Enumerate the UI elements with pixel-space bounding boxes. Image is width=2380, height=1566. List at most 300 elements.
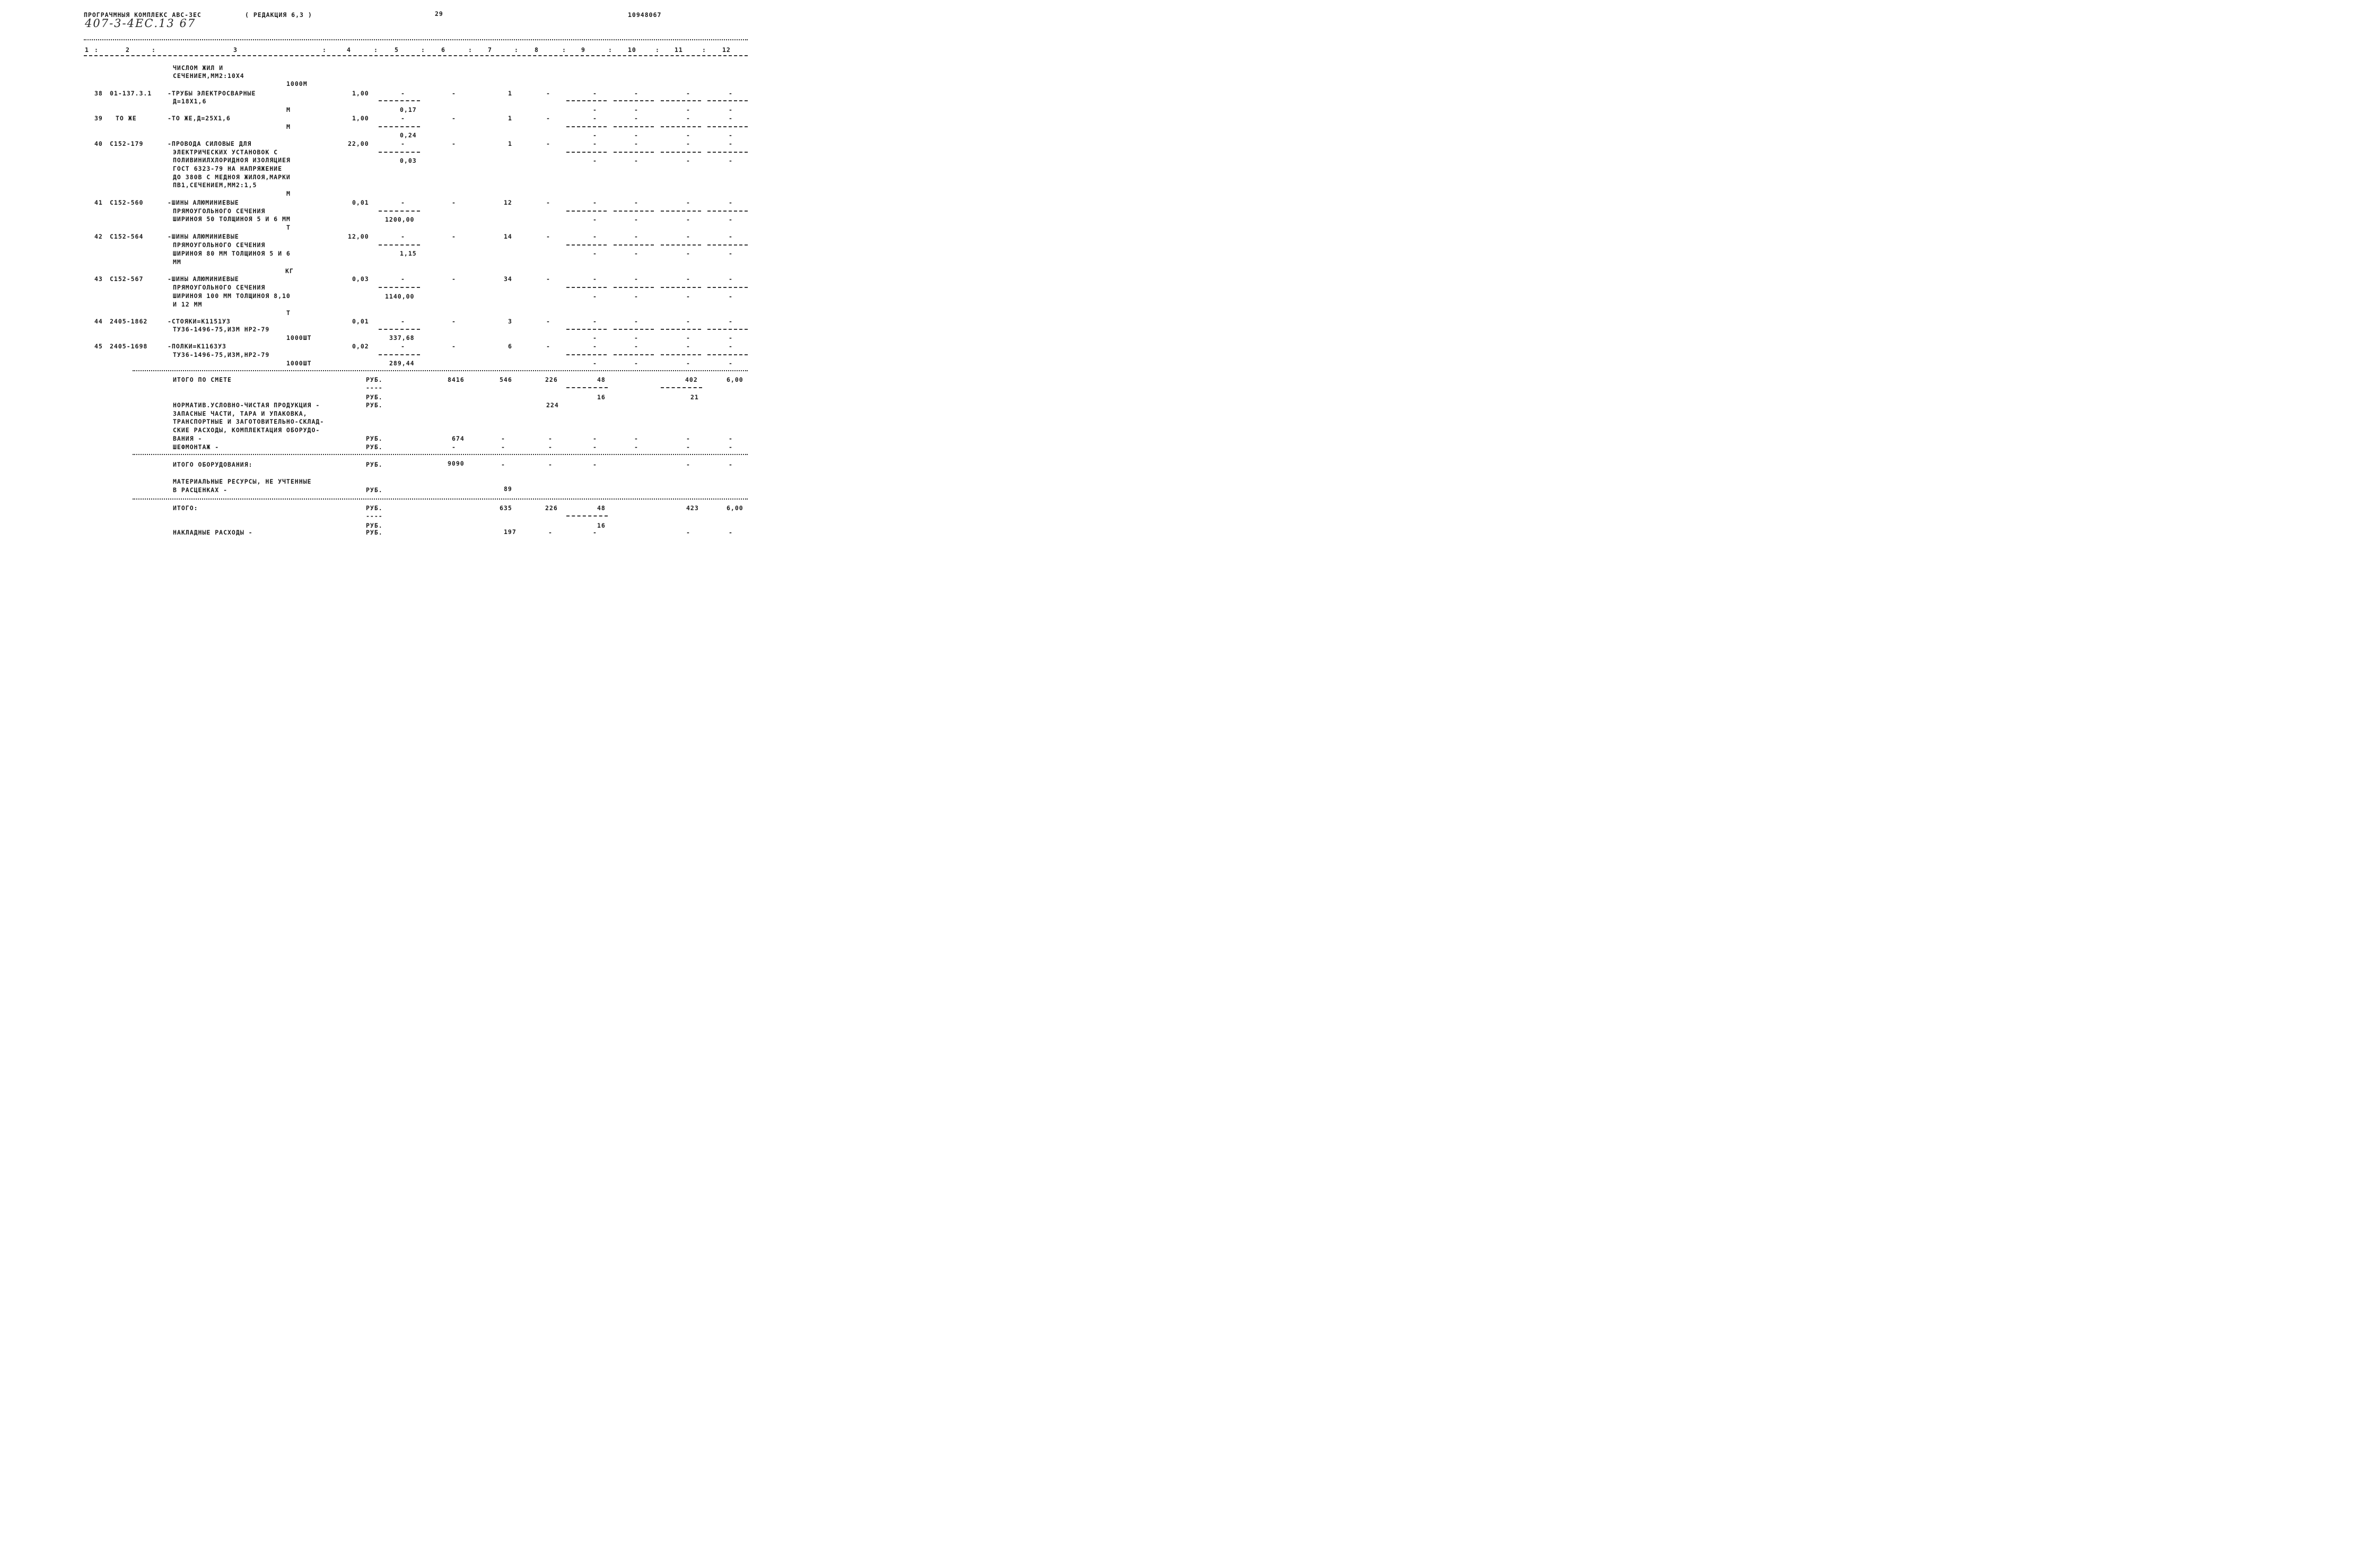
row-price-top: - (401, 343, 405, 350)
cell-rule (661, 126, 701, 127)
cell-dash: - (729, 435, 733, 442)
cell-dash: - (729, 318, 733, 325)
total-c8: 226 (545, 376, 558, 383)
col-sep: : (322, 46, 327, 54)
cell-rule (614, 354, 654, 355)
row-unit: Т (286, 309, 291, 317)
row-code: С152-564 (110, 233, 144, 240)
cell-rule (566, 329, 607, 330)
row-description: ДО 380В С МЕДНОЯ ЖИЛОЯ,МАРКИ (173, 173, 291, 181)
currency-rule: ---- (366, 512, 383, 520)
cell-dash: - (729, 199, 733, 206)
col-header-11: 11 (675, 46, 683, 54)
cell-rule (707, 100, 748, 101)
total-c9: 48 (597, 376, 606, 383)
cell-rule (707, 329, 748, 330)
row-description: -ШИНЫ АЛЮМИНИЕВЫЕ (168, 199, 239, 206)
cell-rule (707, 287, 748, 288)
cell-dash: - (729, 233, 733, 240)
col-sep: : (152, 46, 156, 54)
row-description: ТУ36-1496-75,ИЗМ НР2-79 (173, 326, 270, 333)
row-description: ПРЯМОУГОЛЬНОГО СЕЧЕНИЯ (173, 284, 266, 291)
cell-dash: - (593, 343, 597, 350)
row-unit: М (286, 190, 291, 197)
cell-dash: - (452, 443, 456, 451)
row-c8: - (546, 233, 550, 240)
normative-c8: 224 (546, 401, 559, 409)
row-c7: 34 (504, 275, 512, 283)
row-number: 45 (94, 343, 103, 350)
col-header-1: 1 (85, 46, 89, 54)
cell-dash: - (634, 334, 638, 342)
row-price-top: - (401, 115, 405, 122)
row-description: ТУ36-1496-75,ИЗМ,НР2-79 (173, 351, 270, 358)
cell-rule (614, 126, 654, 127)
col-sep: : (468, 46, 472, 54)
total-c12: 6,00 (727, 376, 743, 383)
cell-dash: - (686, 529, 690, 536)
cell-dash: - (729, 443, 733, 451)
materials-label: МАТЕРИАЛЬНЫЕ РЕСУРСЫ, НЕ УЧТЕННЫЕ (173, 478, 312, 485)
total-c6: 8416 (448, 376, 465, 383)
cell-dash: - (634, 318, 638, 325)
spare-parts-c6: 674 (452, 435, 465, 442)
itogo-c12: 6,00 (727, 504, 743, 512)
row-description: ПОЛИВИНИЛХЛОРИДНОЯ ИЗОЛЯЦИЕЯ (173, 156, 291, 164)
col-sep: : (514, 46, 519, 54)
col-sep: : (655, 46, 660, 54)
cell-dash: - (686, 90, 690, 97)
cell-dash: - (729, 293, 733, 300)
cell-dash: - (686, 343, 690, 350)
currency-rule: ---- (366, 384, 383, 391)
row-description: ПРЯМОУГОЛЬНОГО СЕЧЕНИЯ (173, 207, 266, 215)
total-estimate-label: ИТОГО ПО СМЕТЕ (173, 376, 232, 383)
col-header-9: 9 (581, 46, 585, 54)
cell-rule (379, 211, 420, 212)
row-number: 41 (94, 199, 103, 206)
header-rule-top (84, 39, 748, 40)
row-quantity: 1,00 (352, 90, 369, 97)
cell-dash: - (593, 360, 597, 367)
row-description: ШИРИНОЯ 80 ММ ТОЛЩИНОЯ 5 И 6 (173, 250, 291, 257)
carry-line: ЧИСЛОМ ЖИЛ И (173, 64, 224, 72)
cell-dash: - (729, 90, 733, 97)
cell-dash: - (548, 461, 553, 468)
cell-rule (379, 329, 420, 330)
carry-unit: 1000М (286, 80, 308, 88)
cell-dash: - (729, 529, 733, 536)
itogo-c8: 226 (545, 504, 558, 512)
col-header-12: 12 (722, 46, 731, 54)
cell-dash: - (593, 115, 597, 122)
row-description: -ШИНЫ АЛЮМИНИЕВЫЕ (168, 233, 239, 240)
spare-parts-label: ТРАНСПОРТНЫЕ И ЗАГОТОВИТЕЛЬНО-СКЛАД- (173, 418, 325, 425)
cell-rule (707, 354, 748, 355)
row-c6: - (452, 115, 456, 122)
spare-parts-label: ВАНИЯ - (173, 435, 203, 442)
cell-rule (379, 244, 420, 246)
itogo-c9: 48 (597, 504, 606, 512)
cell-dash: - (593, 106, 597, 113)
row-unit: 1000ШТ (286, 334, 312, 342)
document-number: 10948067 (628, 11, 662, 19)
cell-dash: - (634, 140, 638, 147)
row-price: 337,68 (389, 334, 415, 342)
row-c8: - (546, 140, 550, 147)
row-c8: - (546, 90, 550, 97)
cell-rule (614, 244, 654, 246)
cell-dash: - (686, 443, 690, 451)
normative-label: НОРМАТИВ.УСЛОВНО-ЧИСТАЯ ПРОДУКЦИЯ - (173, 401, 320, 409)
estimate-page (0, 0, 832, 547)
itogo-label: ИТОГО: (173, 504, 198, 512)
cell-dash: - (634, 157, 638, 164)
row-c6: - (452, 90, 456, 97)
spare-parts-label: ЗАПАСНЫЕ ЧАСТИ, ТАРА И УПАКОВКА, (173, 410, 308, 417)
cell-rule (566, 152, 607, 153)
cell-dash: - (634, 115, 638, 122)
row-price-top: - (401, 318, 405, 325)
totals-rule (133, 370, 748, 371)
currency-label: РУБ. (366, 435, 383, 442)
row-price-top: - (401, 199, 405, 206)
col-sep: : (702, 46, 706, 54)
overhead-label: НАКЛАДНЫЕ РАСХОДЫ - (173, 529, 253, 536)
row-unit: Т (286, 224, 291, 231)
cell-dash: - (501, 443, 505, 451)
row-quantity: 0,01 (352, 318, 369, 325)
row-price: 289,44 (389, 360, 415, 367)
row-description: И 12 ММ (173, 301, 203, 308)
cell-rule (614, 100, 654, 101)
row-unit: М (286, 123, 291, 130)
handwritten-project-code: 407-3-4ЕС.13 67 (85, 17, 196, 30)
cell-dash: - (686, 157, 690, 164)
cell-dash: - (729, 157, 733, 164)
cell-dash: - (686, 293, 690, 300)
cell-dash: - (593, 275, 597, 283)
row-description: -ТРУБЫ ЭЛЕКТРОСВАРНЫЕ (168, 90, 256, 97)
cell-rule (661, 244, 701, 246)
cell-dash: - (686, 106, 690, 113)
currency-label: РУБ. (366, 376, 383, 383)
row-price: 0,03 (400, 157, 417, 164)
col-header-10: 10 (628, 46, 636, 54)
cell-rule (566, 387, 608, 388)
row-quantity: 1,00 (352, 115, 369, 122)
row-description: ШИРИНОЯ 100 ММ ТОЛЩИНОЯ 8,10 (173, 292, 291, 300)
cell-dash: - (729, 216, 733, 223)
cell-rule (707, 126, 748, 127)
row-c7: 14 (504, 233, 512, 240)
cell-dash: - (729, 132, 733, 139)
row-quantity: 22,00 (348, 140, 369, 147)
cell-dash: - (548, 435, 553, 442)
col-header-8: 8 (535, 46, 539, 54)
cell-dash: - (634, 199, 638, 206)
currency-label: РУБ. (366, 504, 383, 512)
cell-dash: - (729, 106, 733, 113)
cell-dash: - (729, 343, 733, 350)
row-code: ТО ЖЕ (116, 115, 137, 122)
cell-rule (661, 387, 702, 388)
cell-dash: - (634, 360, 638, 367)
total-c7: 546 (500, 376, 512, 383)
equipment-total-c6: 9090 (448, 460, 465, 467)
row-c7: 1 (508, 90, 512, 97)
cell-dash: - (593, 250, 597, 257)
cell-rule (379, 126, 420, 127)
cell-dash: - (686, 461, 690, 468)
row-quantity: 0,03 (352, 275, 369, 283)
row-c6: - (452, 199, 456, 206)
row-c7: 3 (508, 318, 512, 325)
itogo-c9-sub: 16 (597, 522, 606, 529)
row-number: 44 (94, 318, 103, 325)
cell-rule (614, 152, 654, 153)
cell-rule (614, 211, 654, 212)
col-header-4: 4 (347, 46, 351, 54)
cell-dash: - (593, 435, 597, 442)
row-description: -СТОЯКИ=К1151УЗ (168, 318, 231, 325)
cell-dash: - (501, 435, 505, 442)
cell-rule (661, 100, 701, 101)
col-sep: : (608, 46, 612, 54)
cell-dash: - (593, 233, 597, 240)
row-c8: - (546, 115, 550, 122)
cell-rule (379, 152, 420, 153)
cell-dash: - (593, 293, 597, 300)
cell-rule (614, 329, 654, 330)
currency-label: РУБ. (366, 393, 383, 401)
row-description: ШИРИНОЯ 50 ТОЛЩИНОЯ 5 И 6 ММ (173, 215, 291, 223)
row-description: Д=18Х1,6 (173, 98, 207, 105)
cell-dash: - (634, 250, 638, 257)
row-quantity: 0,01 (352, 199, 369, 206)
row-unit: КГ (285, 267, 294, 275)
cell-rule (661, 287, 701, 288)
row-c8: - (546, 318, 550, 325)
total-c11: 402 (685, 376, 698, 383)
cell-dash: - (634, 443, 638, 451)
row-price: 1,15 (400, 250, 417, 257)
cell-dash: - (686, 140, 690, 147)
row-unit: М (286, 106, 291, 113)
cell-dash: - (686, 360, 690, 367)
row-price: 0,24 (400, 132, 417, 139)
row-price-top: - (401, 233, 405, 240)
cell-dash: - (634, 293, 638, 300)
cell-dash: - (686, 334, 690, 342)
cell-rule (379, 354, 420, 355)
row-c6: - (452, 275, 456, 283)
header-rule-bottom (84, 55, 748, 56)
program-name: ПРОГРАЧМНЫЯ КОМПЛЕКС АВС-3ЕС (84, 11, 202, 19)
currency-label: РУБ. (366, 461, 383, 468)
total-c11-sub: 21 (690, 393, 699, 401)
overhead-c7: 197 (504, 528, 517, 536)
col-header-5: 5 (395, 46, 399, 54)
cell-dash: - (686, 318, 690, 325)
cell-rule (379, 287, 420, 288)
cell-rule (566, 244, 607, 246)
cell-dash: - (634, 233, 638, 240)
page-number: 29 (435, 10, 443, 18)
cell-rule (566, 354, 607, 355)
row-c7: 12 (504, 199, 512, 206)
cell-rule (566, 515, 608, 517)
row-price-top: - (401, 275, 405, 283)
equipment-rule (133, 454, 748, 455)
row-description: ПВ1,СЕЧЕНИЕМ,ММ2:1,5 (173, 181, 257, 189)
row-c8: - (546, 199, 550, 206)
spare-parts-label: СКИЕ РАСХОДЫ, КОМПЛЕКТАЦИЯ ОБОРУДО- (173, 426, 320, 434)
currency-label: РУБ. (366, 522, 383, 529)
row-c6: - (452, 343, 456, 350)
cell-dash: - (686, 216, 690, 223)
cell-dash: - (686, 132, 690, 139)
row-description: -ТО ЖЕ,Д=25Х1,6 (168, 115, 231, 122)
cell-dash: - (729, 115, 733, 122)
cell-dash: - (686, 435, 690, 442)
col-sep: : (421, 46, 425, 54)
row-description: ГОСТ 6323-79 НА НАПРЯЖЕНИЕ (173, 165, 283, 172)
cell-rule (566, 211, 607, 212)
cell-rule (707, 211, 748, 212)
cell-dash: - (593, 140, 597, 147)
cell-rule (566, 126, 607, 127)
col-sep: : (374, 46, 378, 54)
row-price: 1200,00 (385, 216, 415, 223)
col-header-3: 3 (233, 46, 238, 54)
cell-dash: - (593, 90, 597, 97)
row-c7: 1 (508, 115, 512, 122)
row-c6: - (452, 140, 456, 147)
row-number: 43 (94, 275, 103, 283)
materials-c7: 89 (504, 485, 512, 493)
cell-dash: - (686, 233, 690, 240)
row-price-top: - (401, 140, 405, 147)
carry-line: СЕЧЕНИЕМ,ММ2:10Х4 (173, 72, 244, 80)
currency-label: РУБ. (366, 401, 383, 409)
cell-dash: - (686, 250, 690, 257)
row-c8: - (546, 275, 550, 283)
cell-dash: - (729, 360, 733, 367)
row-description: ММ (173, 258, 181, 266)
row-description: -ШИНЫ АЛЮМИНИЕВЫЕ (168, 275, 239, 283)
cell-rule (566, 287, 607, 288)
row-number: 38 (94, 90, 103, 97)
cell-dash: - (634, 343, 638, 350)
cell-dash: - (686, 199, 690, 206)
cell-dash: - (686, 115, 690, 122)
cell-dash: - (634, 435, 638, 442)
cell-dash: - (634, 90, 638, 97)
row-code: 2405-1862 (110, 318, 148, 325)
itogo-c11: 423 (686, 504, 699, 512)
cell-rule (661, 329, 701, 330)
equipment-total-label: ИТОГО ОБОРУДОВАНИЯ: (173, 461, 253, 468)
cell-rule (707, 152, 748, 153)
cell-dash: - (729, 140, 733, 147)
row-description: -ПРОВОДА СИЛОВЫЕ ДЛЯ (168, 140, 252, 147)
cell-dash: - (634, 275, 638, 283)
col-header-7: 7 (488, 46, 492, 54)
cell-dash: - (729, 334, 733, 342)
cell-rule (614, 287, 654, 288)
row-code: 2405-1698 (110, 343, 148, 350)
itogo-rule (133, 498, 748, 500)
row-number: 40 (94, 140, 103, 147)
cell-rule (661, 152, 701, 153)
col-sep: : (94, 46, 99, 54)
row-price-top: - (401, 90, 405, 97)
cell-rule (661, 211, 701, 212)
row-c6: - (452, 233, 456, 240)
cell-dash: - (634, 216, 638, 223)
cell-dash: - (593, 443, 597, 451)
supervision-label: ШЕФМОНТАЖ - (173, 443, 220, 451)
row-number: 42 (94, 233, 103, 240)
total-c9-sub: 16 (597, 393, 606, 401)
cell-dash: - (634, 106, 638, 113)
cell-rule (379, 100, 420, 101)
row-quantity: 12,00 (348, 233, 369, 240)
cell-dash: - (593, 529, 597, 536)
row-code: С152-179 (110, 140, 144, 147)
cell-dash: - (501, 461, 505, 468)
materials-label: В РАСЦЕНКАХ - (173, 486, 228, 494)
currency-label: РУБ. (366, 443, 383, 451)
row-code: С152-567 (110, 275, 144, 283)
cell-dash: - (548, 529, 553, 536)
row-c8: - (546, 343, 550, 350)
row-description: ЭЛЕКТРИЧЕСКИХ УСТАНОВОК С (173, 148, 278, 156)
cell-dash: - (593, 157, 597, 164)
col-header-6: 6 (441, 46, 445, 54)
cell-dash: - (593, 132, 597, 139)
cell-dash: - (593, 216, 597, 223)
cell-dash: - (593, 461, 597, 468)
cell-rule (661, 354, 701, 355)
row-quantity: 0,02 (352, 343, 369, 350)
cell-rule (707, 244, 748, 246)
cell-rule (566, 100, 607, 101)
row-code: 01-137.3.1 (110, 90, 152, 97)
cell-dash: - (548, 443, 553, 451)
cell-dash: - (593, 318, 597, 325)
currency-label: РУБ. (366, 486, 383, 494)
row-c7: 1 (508, 140, 512, 147)
itogo-c7: 635 (500, 504, 512, 512)
row-c7: 6 (508, 343, 512, 350)
row-price: 0,17 (400, 106, 417, 113)
row-c6: - (452, 318, 456, 325)
cell-dash: - (729, 275, 733, 283)
cell-dash: - (729, 461, 733, 468)
col-sep: : (562, 46, 566, 54)
row-unit: 1000ШТ (286, 360, 312, 367)
currency-label: РУБ. (366, 529, 383, 536)
cell-dash: - (593, 334, 597, 342)
cell-dash: - (686, 275, 690, 283)
row-number: 39 (94, 115, 103, 122)
cell-dash: - (593, 199, 597, 206)
row-description: -ПОЛКИ=К1163УЗ (168, 343, 226, 350)
row-description: ПРЯМОУГОЛЬНОГО СЕЧЕНИЯ (173, 241, 266, 249)
row-code: С152-560 (110, 199, 144, 206)
